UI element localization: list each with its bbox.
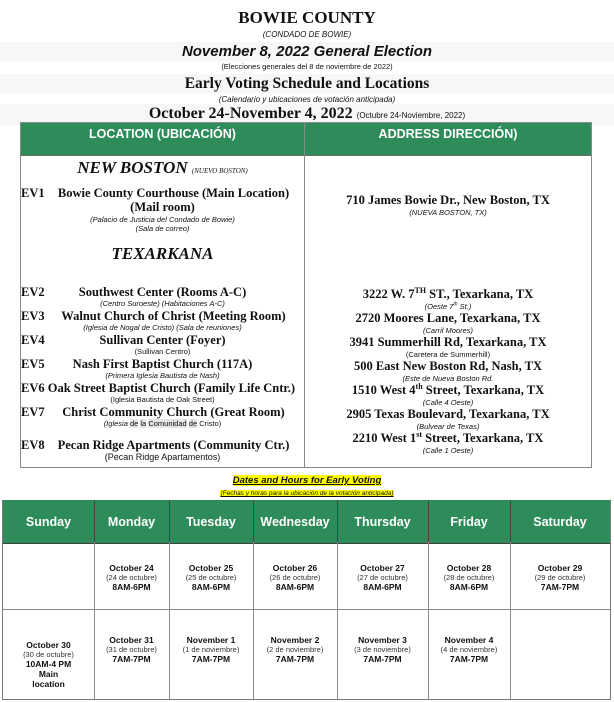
address-text: 500 East New Boston Rd, Nash, TX bbox=[354, 359, 542, 373]
location-name: Bowie County Courthouse (Main Location) bbox=[57, 186, 290, 200]
schedule-day-cell bbox=[3, 640, 94, 689]
es-part: Comunidad bbox=[148, 419, 187, 428]
day-hours: 7AM-7PM bbox=[275, 654, 315, 664]
county-title-es: (CONDADO DE BOWIE) bbox=[262, 30, 352, 39]
election-title-es: (Elecciones generales del 8 de noviembre de 2022) bbox=[221, 62, 393, 71]
header-divider bbox=[428, 500, 429, 542]
day-note: Main bbox=[38, 669, 59, 679]
day-hours: 7AM-7PM bbox=[449, 654, 489, 664]
address-text bbox=[305, 431, 591, 446]
schedule-day-cell bbox=[428, 563, 510, 592]
election-title: November 8, 2022 General Election bbox=[0, 42, 614, 61]
day-date-es: (24 de octubre) bbox=[106, 573, 157, 582]
city-heading-texarkana bbox=[21, 243, 304, 265]
address-part: ST., Texarkana, TX bbox=[426, 287, 534, 301]
locations-table bbox=[20, 122, 592, 468]
ev-code: EV5 bbox=[21, 357, 45, 371]
header-divider bbox=[169, 500, 170, 542]
day-hours: 8AM-6PM bbox=[449, 582, 489, 592]
address-text-es: (NUEVA BOSTON, TX) bbox=[409, 208, 487, 217]
schedule-day-cell bbox=[510, 563, 610, 592]
day-date: October 30 bbox=[26, 640, 71, 650]
early-voting-heading-text: Dates and Hours for Early Voting bbox=[232, 475, 382, 486]
address-text-es: (Calle 4 Oeste) bbox=[422, 398, 474, 407]
es-part: de bbox=[188, 419, 198, 428]
day-hours: 8AM-6PM bbox=[275, 582, 315, 592]
address-ev8 bbox=[305, 431, 591, 455]
schedule-day-cell bbox=[169, 635, 253, 664]
address-ev5 bbox=[305, 359, 591, 383]
day-header-monday: Monday bbox=[107, 515, 156, 529]
address-sup: th bbox=[415, 381, 423, 391]
address-part: 1510 West 4 bbox=[351, 383, 416, 397]
address-ev7 bbox=[305, 407, 591, 431]
day-header-thursday: Thursday bbox=[354, 515, 411, 529]
es-part: (Iglesia bbox=[103, 419, 130, 428]
county-title: BOWIE COUNTY bbox=[238, 8, 376, 27]
column-header-address: ADDRESS DIRECCIÓN) bbox=[378, 127, 518, 141]
header-divider bbox=[337, 500, 338, 542]
day-date-es: (2 de noviembre) bbox=[266, 645, 324, 654]
address-text bbox=[305, 287, 591, 302]
ev-code: EV3 bbox=[21, 309, 45, 323]
day-note: location bbox=[32, 679, 65, 689]
ev-code: EV6 bbox=[21, 381, 45, 395]
day-header-friday: Friday bbox=[450, 515, 488, 529]
day-hours: 7AM-7PM bbox=[112, 654, 151, 664]
es-part: Cristo) bbox=[197, 419, 222, 428]
es-part: la bbox=[140, 419, 147, 428]
address-text-es: (Este de Nueva Boston Rd. bbox=[402, 374, 494, 383]
day-date: October 29 bbox=[537, 563, 583, 573]
ev-code: EV4 bbox=[21, 333, 45, 347]
address-ev4 bbox=[305, 335, 591, 359]
address-text-es: (Caretera de Summerhill) bbox=[405, 350, 491, 359]
date-range-en: October 24-November 4, 2022 bbox=[148, 105, 353, 122]
location-name: Nash First Baptist Church (117A) bbox=[72, 357, 253, 371]
day-hours: 8AM-6PM bbox=[363, 582, 402, 592]
header-divider bbox=[253, 500, 254, 542]
day-date: November 3 bbox=[358, 635, 407, 645]
date-range-es: (Octubre 24-Noviembre, 2022) bbox=[356, 111, 466, 120]
day-hours: 7AM-7PM bbox=[191, 654, 231, 664]
address-text: 3941 Summerhill Rd, Texarkana, TX bbox=[349, 335, 547, 349]
location-name-es-line2: (Sala de correo) bbox=[135, 224, 190, 233]
day-date-es: (29 de octubre) bbox=[534, 573, 586, 582]
day-hours: 10AM-4 PM bbox=[25, 659, 72, 669]
address-text: 2905 Texas Boulevard, Texarkana, TX bbox=[346, 407, 550, 421]
address-text-es: (Carril Moores) bbox=[422, 326, 473, 335]
address-part: 3222 W. 7 bbox=[362, 287, 415, 301]
day-date: November 4 bbox=[444, 635, 494, 645]
schedule-day-cell bbox=[94, 635, 169, 664]
location-name-es: (Primera Iglesia Bautista de Nash) bbox=[105, 371, 220, 380]
location-name-line2: (Mail room) bbox=[130, 200, 195, 214]
day-hours: 8AM-6PM bbox=[191, 582, 231, 592]
address-text-es: (Bulvear de Texas) bbox=[416, 422, 480, 431]
location-name: Sullivan Center (Foyer) bbox=[99, 333, 226, 347]
location-name: Oak Street Baptist Church (Family Life Cntr.) bbox=[47, 381, 296, 395]
day-date: October 24 bbox=[109, 563, 154, 573]
header-divider bbox=[510, 500, 511, 542]
early-voting-heading bbox=[0, 475, 614, 487]
schedule-day-cell bbox=[94, 563, 169, 592]
address-sup: TH bbox=[414, 285, 427, 295]
address-text-es bbox=[305, 302, 591, 311]
city-name-es: (NUEVO BOSTON) bbox=[191, 167, 248, 175]
early-voting-heading-es bbox=[0, 490, 614, 498]
address-ev3 bbox=[305, 311, 591, 335]
day-date-es: (1 de noviembre) bbox=[182, 645, 240, 654]
es-part: de bbox=[129, 419, 139, 428]
schedule-table bbox=[2, 500, 611, 700]
day-header-tuesday: Tuesday bbox=[186, 515, 236, 529]
day-date: November 1 bbox=[186, 635, 236, 645]
locations-table-header bbox=[21, 123, 591, 156]
column-header-location: LOCATION (UBICACIÓN) bbox=[89, 127, 236, 141]
address-es-sup: th bbox=[453, 301, 458, 308]
day-date: October 26 bbox=[272, 563, 318, 573]
schedule-day-cell bbox=[337, 635, 428, 664]
day-header-sunday: Sunday bbox=[25, 515, 72, 529]
address-text: 710 James Bowie Dr., New Boston, TX bbox=[346, 193, 550, 207]
address-ev2 bbox=[305, 287, 591, 311]
day-hours: 7AM-7PM bbox=[363, 654, 402, 664]
location-name-es: (Iglesia de Nogal de Cristo) (Sala de reuniones) bbox=[83, 323, 242, 332]
location-name: Christ Community Church (Great Room) bbox=[62, 405, 285, 419]
ev-code: EV7 bbox=[21, 405, 45, 419]
city-name: TEXARKANA bbox=[111, 244, 214, 263]
schedule-day-cell bbox=[428, 635, 510, 664]
location-name-es: (Pecan Ridge Apartamentos) bbox=[104, 452, 221, 462]
location-name-es: (Sullivan Centro) bbox=[134, 347, 191, 356]
day-date-es: (28 de octubre) bbox=[443, 573, 495, 582]
schedule-day-cell bbox=[337, 563, 428, 592]
address-sup: st bbox=[416, 429, 422, 439]
schedule-day-cell bbox=[253, 563, 337, 592]
day-date: October 28 bbox=[446, 563, 492, 573]
day-date-es: (25 de octubre) bbox=[185, 573, 237, 582]
location-name-line bbox=[21, 381, 304, 396]
day-date-es: (4 de noviembre) bbox=[440, 645, 498, 654]
schedule-day-cell bbox=[169, 563, 253, 592]
day-date: November 2 bbox=[270, 635, 320, 645]
location-name-es: (Centro Suroeste) (Habitaciones A-C) bbox=[100, 299, 225, 308]
address-ev1 bbox=[305, 193, 591, 217]
day-date-es: (26 de octubre) bbox=[269, 573, 321, 582]
day-header-saturday: Saturday bbox=[533, 515, 587, 529]
location-name-es bbox=[21, 419, 304, 428]
schedule-day-cell bbox=[253, 635, 337, 664]
schedule-title-es: (Calendario y ubicaciones de votación anticipada) bbox=[218, 95, 396, 104]
ev-code: EV1 bbox=[21, 186, 45, 200]
location-name: Walnut Church of Christ (Meeting Room) bbox=[61, 309, 286, 323]
day-date-es: (27 de octubre) bbox=[357, 573, 408, 582]
day-date: October 27 bbox=[360, 563, 405, 573]
address-es-part: (Oeste 7 bbox=[424, 302, 454, 311]
city-name: NEW BOSTON bbox=[77, 158, 188, 177]
day-date-es: (31 de octubre) bbox=[106, 645, 157, 654]
location-name: Pecan Ridge Apartments (Community Ctr.) bbox=[57, 438, 290, 452]
day-date: October 31 bbox=[109, 635, 154, 645]
address-text-es: (Calle 1 Oeste) bbox=[422, 446, 474, 455]
address-text bbox=[305, 383, 591, 398]
location-name: Southwest Center (Rooms A-C) bbox=[78, 285, 247, 299]
day-hours: 7AM-7PM bbox=[540, 582, 580, 592]
day-date-es: (3 de noviembre) bbox=[354, 645, 411, 654]
day-date: October 25 bbox=[188, 563, 234, 573]
address-text: 2720 Moores Lane, Texarkana, TX bbox=[355, 311, 541, 325]
day-date-es: (30 de octubre) bbox=[23, 650, 74, 659]
city-heading-new-boston bbox=[21, 157, 304, 182]
location-name-es: (Palacio de Justicia del Condado de Bowie) bbox=[90, 215, 235, 224]
location-name-es: (Iglesia Bautista de Oak Street) bbox=[110, 395, 215, 404]
address-ev6 bbox=[305, 383, 591, 407]
schedule-title: Early Voting Schedule and Locations bbox=[0, 74, 614, 93]
header-divider bbox=[94, 500, 95, 542]
address-part: Street, Texarkana, TX bbox=[422, 431, 544, 445]
address-part: 2210 West 1 bbox=[352, 431, 417, 445]
row-divider bbox=[3, 609, 610, 610]
address-es-part: St.) bbox=[457, 302, 472, 311]
ev-code: EV2 bbox=[21, 285, 45, 299]
address-part: Street, Texarkana, TX bbox=[422, 383, 545, 397]
early-voting-heading-es-text: (Fechas y horas para la ubicación de la votación anticipada) bbox=[220, 490, 394, 497]
day-hours: 8AM-6PM bbox=[112, 582, 151, 592]
day-header-wednesday: Wednesday bbox=[260, 515, 330, 529]
ev-code: EV8 bbox=[21, 438, 45, 452]
